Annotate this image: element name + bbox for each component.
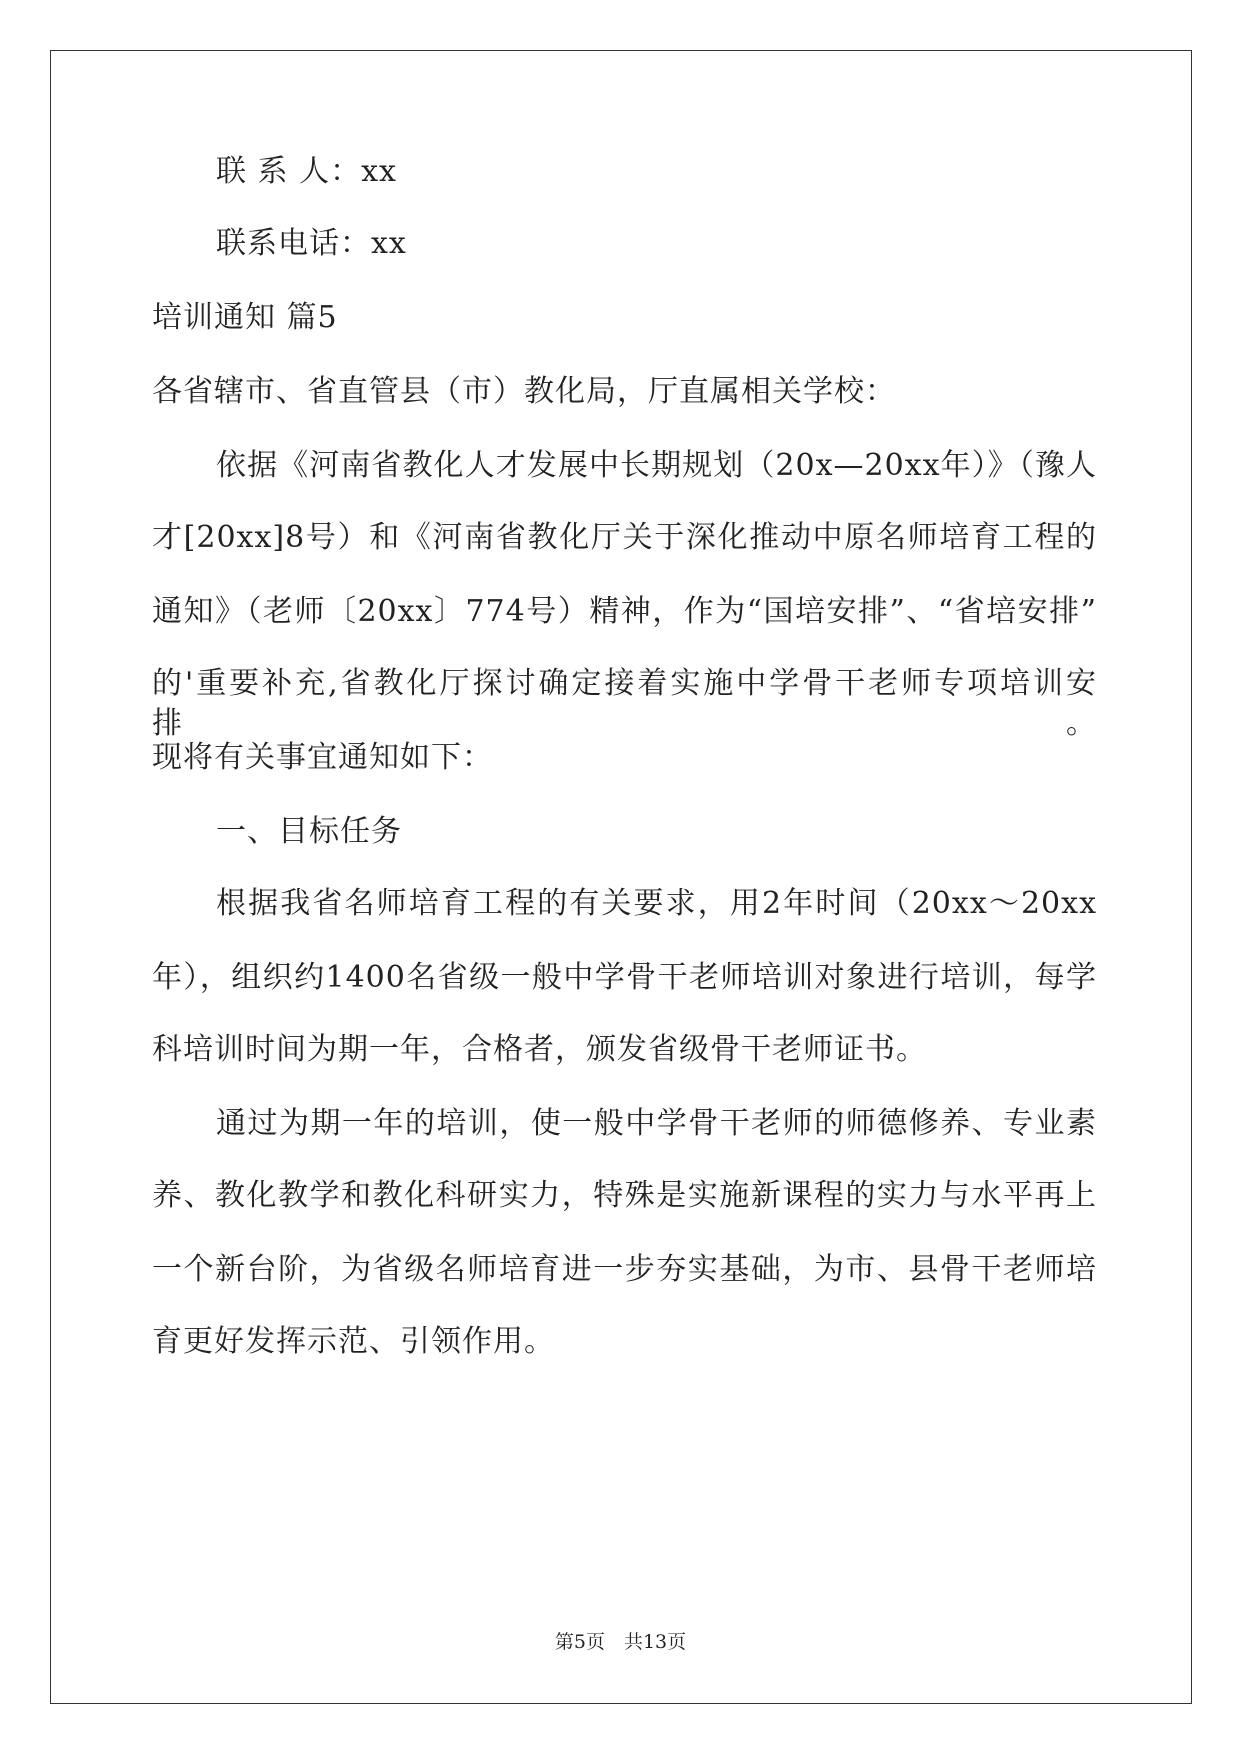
paragraph-line: 才[20xx]8号）和《河南省教化厅关于深化推动中原名师培育工程的 xyxy=(152,520,1097,555)
paragraph-line: 育更好发挥示范、引领作用。 xyxy=(152,1324,555,1359)
paragraph-line: 养、教化教学和教化科研实力，特殊是实施新课程的实力与水平再上 xyxy=(152,1178,1097,1213)
paragraph-line: 通过为期一年的培训，使一般中学骨干老师的师德修养、专业素 xyxy=(216,1106,1097,1141)
paragraph-line: 依据《河南省教化人才发展中长期规划（20x—20xx年）》（豫人 xyxy=(216,448,1097,483)
subsection-heading: 一、目标任务 xyxy=(216,814,402,849)
page-number: 第5页 共13页 xyxy=(554,1631,687,1653)
paragraph-line: 年），组织约1400名省级一般中学骨干老师培训对象进行培训，每学 xyxy=(152,960,1097,995)
paragraph-line: 科培训时间为期一年，合格者，颁发省级骨干老师证书。 xyxy=(152,1032,927,1067)
paragraph-line: 现将有关事宜通知如下： xyxy=(152,740,493,775)
contact-phone-line: 联系电话：xx xyxy=(216,226,407,261)
section-heading: 培训通知 篇5 xyxy=(152,300,338,335)
salutation-line: 各省辖市、省直管县（市）教化局，厅直属相关学校： xyxy=(152,374,896,409)
paragraph-line: 根据我省名师培育工程的有关要求，用2年时间（20xx～20xx xyxy=(216,886,1097,921)
contact-person-line: 联 系 人：xx xyxy=(216,154,397,189)
paragraph-line: 一个新台阶，为省级名师培育进一步夯实基础，为市、县骨干老师培 xyxy=(152,1252,1097,1287)
paragraph-line: 通知》（老师〔20xx〕774号）精神，作为“国培安排”、“省培安排” xyxy=(152,594,1097,629)
paragraph-line: 的'重要补充,省教化厅探讨确定接着实施中学骨干老师专项培训安排。 xyxy=(152,666,1097,741)
